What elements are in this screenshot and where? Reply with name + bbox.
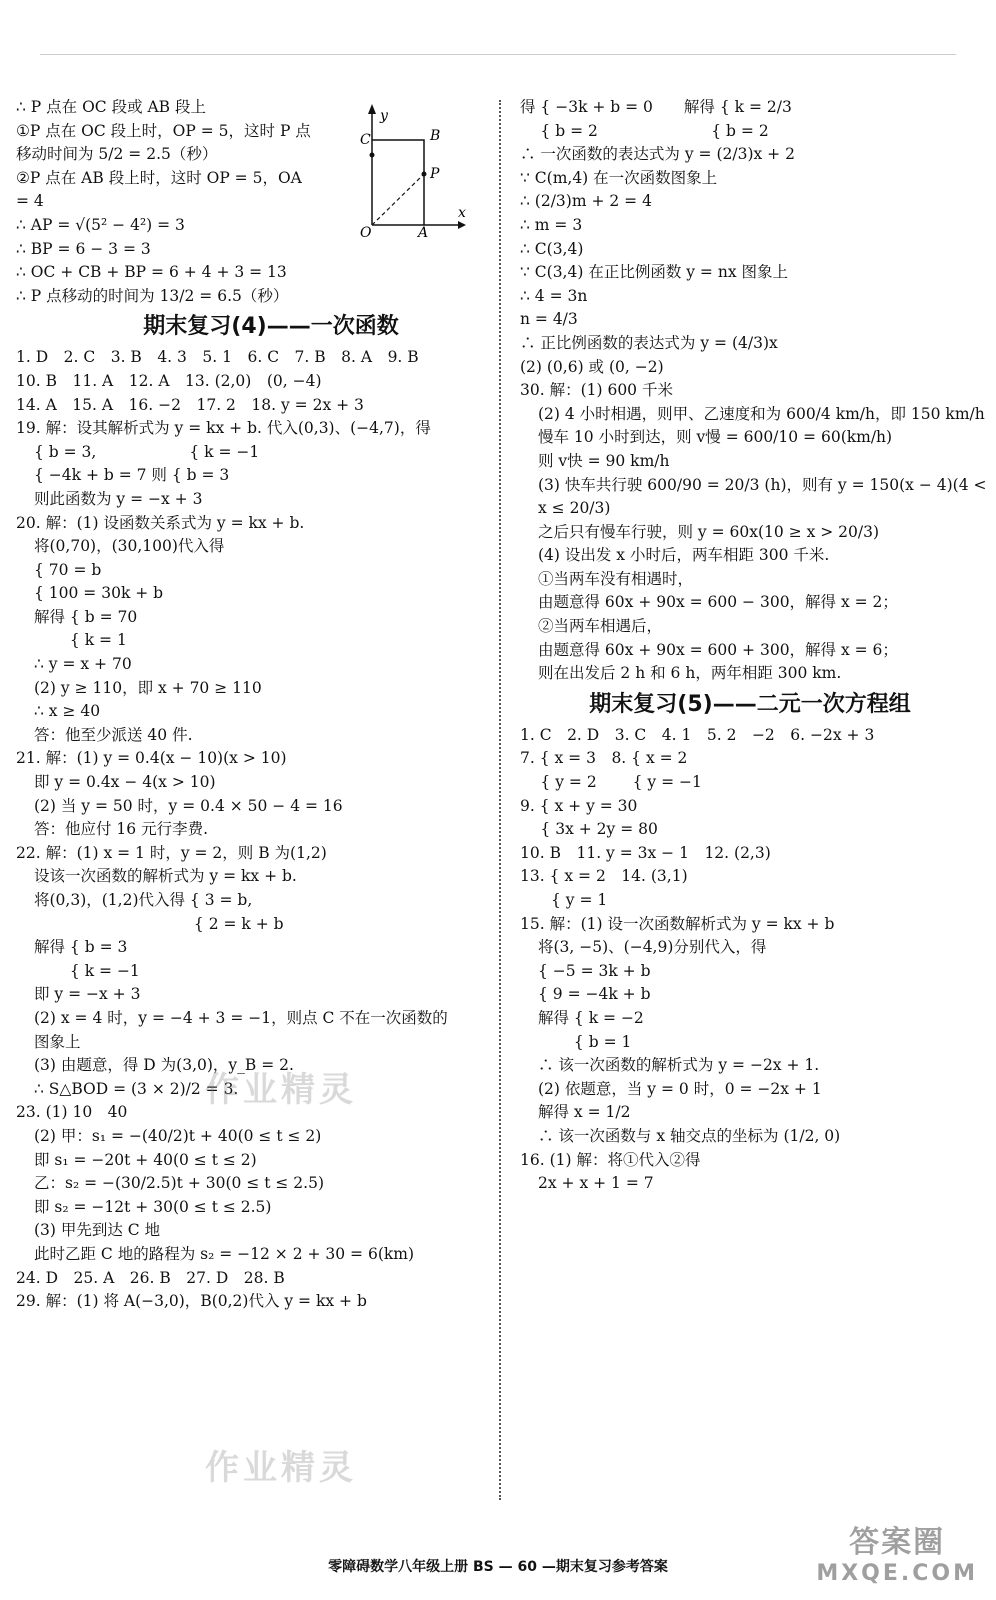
answer-line: 23. (1) 10 40 (16, 1103, 128, 1122)
answer-line: 24. D 25. A 26. B 27. D 28. B (16, 1268, 285, 1287)
answer-line: 解得 { b = 70 (34, 607, 138, 626)
graph-label-a: A (418, 225, 429, 238)
answer-line: 设该一次函数的解析式为 y = kx + b. (34, 867, 297, 886)
answer-line: 29. 解：(1) 将 A(−3,0)，B(0,2)代入 y = kx + b (16, 1292, 367, 1311)
answer-line: 10. B 11. A 12. A 13. (2,0) (0, −4) (16, 371, 322, 390)
answer-line: 则 v快 = 90 km/h (538, 451, 670, 470)
answer-line: 答：他应付 16 元行李费. (34, 820, 209, 839)
answer-line: 即 s₂ = −12t + 30(0 ≤ t ≤ 2.5) (34, 1197, 272, 1216)
answer-line: 14. A 15. A 16. −2 17. 2 18. y = 2x + 3 (16, 395, 364, 414)
answer-line: (3) 快车共行驶 600/90 = 20/3 (h)，则有 y = 150(x − 4)(4 < (538, 475, 987, 494)
answer-line: { 3x + 2y = 80 (520, 820, 658, 839)
site-logo (816, 1517, 978, 1586)
answer-line: { 9 = −4k + b (538, 985, 651, 1004)
answer-line: 即 y = −x + 3 (34, 985, 141, 1004)
text-line: ∴ P 点移动的时间为 13/2 = 6.5（秒） (16, 286, 289, 305)
answer-line: ∴ 该一次函数的解析式为 y = −2x + 1. (538, 1056, 820, 1075)
answer-line: x ≤ 20/3) (538, 499, 611, 518)
graph-label-o: O (360, 225, 372, 238)
site-logo-url: MXQE.COM (816, 1561, 978, 1586)
answer-line: { y = 2 { y = −1 (520, 773, 702, 792)
answer-line: (4) 设出发 x 小时后，两车相距 300 千米. (538, 546, 830, 565)
answer-line: 即 y = 0.4x − 4(x > 10) (34, 773, 216, 792)
section-heading-4: 期末复习(4)——一次函数 (143, 314, 399, 340)
answer-line: 此时乙距 C 地的路程为 s₂ = −12 × 2 + 30 = 6(km) (34, 1244, 415, 1263)
answer-line: { k = −1 (34, 961, 140, 980)
answer-line: ∴ y = x + 70 (34, 655, 132, 674)
answer-line: n = 4/3 (520, 310, 578, 329)
answer-line: (2) 当 y = 50 时，y = 0.4 × 50 − 4 = 16 (34, 796, 343, 815)
answer-line: ∴ 正比例函数的表达式为 y = (4/3)x (520, 333, 778, 352)
answer-line: ∴ 该一次函数与 x 轴交点的坐标为 (1/2, 0) (538, 1126, 841, 1145)
answer-line: { 2 = k + b (34, 914, 284, 933)
left-column (16, 96, 486, 1314)
answer-line: (2) 4 小时相遇，则甲、乙速度和为 600/4 km/h，即 150 km/h (538, 404, 985, 423)
answer-line: 21. 解：(1) y = 0.4(x − 10)(x > 10) (16, 749, 287, 768)
text-line: ∴ BP = 6 − 3 = 3 (16, 239, 151, 258)
answer-line: 13. { x = 2 14. (3,1) (520, 867, 688, 886)
answer-line: 20. 解：(1) 设函数关系式为 y = kx + b. (16, 513, 305, 532)
answer-line: { b = 1 (538, 1032, 632, 1051)
answer-line: ②当两车相遇后， (538, 617, 663, 636)
column-divider (499, 100, 501, 1500)
answer-line: (2) (0,6) 或 (0, −2) (520, 357, 664, 376)
answer-line: ∴ C(3,4) (520, 239, 584, 258)
answer-line: 7. { x = 3 8. { x = 2 (520, 749, 688, 768)
answer-line: 1. D 2. C 3. B 4. 3 5. 1 6. C 7. B 8. A 9. B (16, 348, 419, 367)
answer-line: (2) 甲：s₁ = −(40/2)t + 40(0 ≤ t ≤ 2) (34, 1126, 322, 1145)
answer-line: 30. 解：(1) 600 千米 (520, 381, 673, 400)
watermark-text: 作业精灵 (205, 1448, 357, 1488)
answer-line: 即 s₁ = −20t + 40(0 ≤ t ≤ 2) (34, 1150, 257, 1169)
text-line: ①P 点在 OC 段上时，OP = 5，这时 P 点 (16, 121, 311, 140)
answer-line: 9. { x + y = 30 (520, 796, 638, 815)
answer-line: (2) x = 4 时，y = −4 + 3 = −1，则点 C 不在一次函数的 (34, 1008, 448, 1027)
answer-line: 19. 解：设其解析式为 y = kx + b. 代入(0,3)、(−4,7)，得 (16, 419, 431, 438)
answer-line: ∵ C(m,4) 在一次函数图象上 (520, 168, 718, 187)
answer-line: { −5 = 3k + b (538, 961, 651, 980)
answer-line: { 70 = b (34, 560, 102, 579)
top-rule (40, 54, 956, 55)
answer-line: (2) y ≥ 110，即 x + 70 ≥ 110 (34, 678, 262, 697)
answer-line: 2x + x + 1 = 7 (538, 1174, 654, 1193)
graph-label-p: P (430, 166, 440, 182)
graph-label-b: B (430, 128, 441, 144)
answer-line: 则在出发后 2 h 和 6 h，两年相距 300 km. (538, 664, 842, 683)
watermark-text: 作业精灵 (205, 1070, 357, 1110)
answer-line: { 100 = 30k + b (34, 584, 164, 603)
answer-line: 22. 解：(1) x = 1 时，y = 2，则 B 为(1,2) (16, 843, 327, 862)
answer-line: ∴ 一次函数的表达式为 y = (2/3)x + 2 (520, 145, 795, 164)
answer-line: 得 { −3k + b = 0 解得 { k = 2/3 (520, 98, 792, 116)
answer-line: 16. (1) 解：将①代入②得 (520, 1150, 701, 1169)
answer-line: { b = 2 { b = 2 (520, 121, 769, 140)
answer-line: 1. C 2. D 3. C 4. 1 5. 2 −2 6. −2x + 3 (520, 725, 875, 744)
answer-line: { −4k + b = 7 则 { b = 3 (34, 466, 230, 485)
answer-line: 之后只有慢车行驶，则 y = 60x(10 ≥ x > 20/3) (538, 522, 880, 541)
answer-line: 10. B 11. y = 3x − 1 12. (2,3) (520, 843, 771, 862)
answer-line: { k = 1 (34, 631, 127, 650)
answer-line: 将(3, −5)、(−4,9)分别代入，得 (538, 938, 767, 957)
answer-line: ∴ m = 3 (520, 215, 583, 234)
answer-line: 乙：s₂ = −(30/2.5)t + 30(0 ≤ t ≤ 2.5) (34, 1174, 324, 1193)
text-line: = 4 (16, 192, 44, 211)
graph-label-y: y (380, 108, 388, 124)
graph-label-x: x (458, 205, 466, 221)
graph-label-c: C (360, 132, 371, 148)
answer-line: 则此函数为 y = −x + 3 (34, 489, 203, 508)
answer-line: (3) 甲先到达 C 地 (34, 1221, 161, 1240)
answer-line: 解得 { b = 3 (34, 938, 128, 957)
text-line: ∴ P 点在 OC 段或 AB 段上 (16, 98, 207, 116)
answer-line: 图象上 (34, 1032, 81, 1051)
answer-line: 由题意得 60x + 90x = 600 − 300，解得 x = 2； (538, 593, 898, 612)
site-logo-name: 答案圈 (849, 1525, 946, 1560)
answer-line: 15. 解：(1) 设一次函数解析式为 y = kx + b (520, 914, 835, 933)
answer-line: ①当两车没有相遇时， (538, 569, 694, 588)
answer-line: ∵ C(3,4) 在正比例函数 y = nx 图象上 (520, 263, 788, 282)
answer-line: 答：他至少派送 40 件. (34, 725, 193, 744)
page-footer: 零障碍数学八年级上册 BS — 60 —期末复习参考答案 (328, 1559, 668, 1575)
answer-line: 将(0,3)，(1,2)代入得 { 3 = b, (34, 891, 253, 909)
answer-line: 解得 { k = −2 (538, 1008, 644, 1027)
text-line: ②P 点在 AB 段上时，这时 OP = 5，OA (16, 168, 302, 187)
answer-line: { y = 1 (520, 891, 608, 909)
answer-line: (2) 依题意，当 y = 0 时，0 = −2x + 1 (538, 1079, 822, 1098)
text-line: ∴ AP = √(5² − 4²) = 3 (16, 215, 185, 234)
answer-line: ∴ x ≥ 40 (34, 702, 101, 721)
answer-line: ∴ S△BOD = (3 × 2)/2 = 3. (34, 1079, 239, 1098)
answer-line: (3) 由题意，得 D 为(3,0)，y_B = 2. (34, 1056, 294, 1075)
answer-line: { b = 3, { k = −1 (34, 442, 260, 461)
answer-line: ∴ (2/3)m + 2 = 4 (520, 192, 652, 211)
answer-line: 将(0,70)，(30,100)代入得 (34, 537, 225, 556)
answer-line: 解得 x = 1/2 (538, 1103, 631, 1122)
text-line: 移动时间为 5/2 = 2.5（秒） (16, 145, 218, 164)
text-line: ∴ OC + CB + BP = 6 + 4 + 3 = 13 (16, 263, 287, 282)
answer-line: ∴ 4 = 3n (520, 286, 588, 305)
answer-line: 慢车 10 小时到达，则 v慢 = 600/10 = 60(km/h) (538, 428, 893, 447)
section-heading-5: 期末复习(5)——二元一次方程组 (589, 691, 911, 717)
right-column (520, 96, 987, 1196)
answer-line: 由题意得 60x + 90x = 600 + 300，解得 x = 6； (538, 640, 898, 659)
